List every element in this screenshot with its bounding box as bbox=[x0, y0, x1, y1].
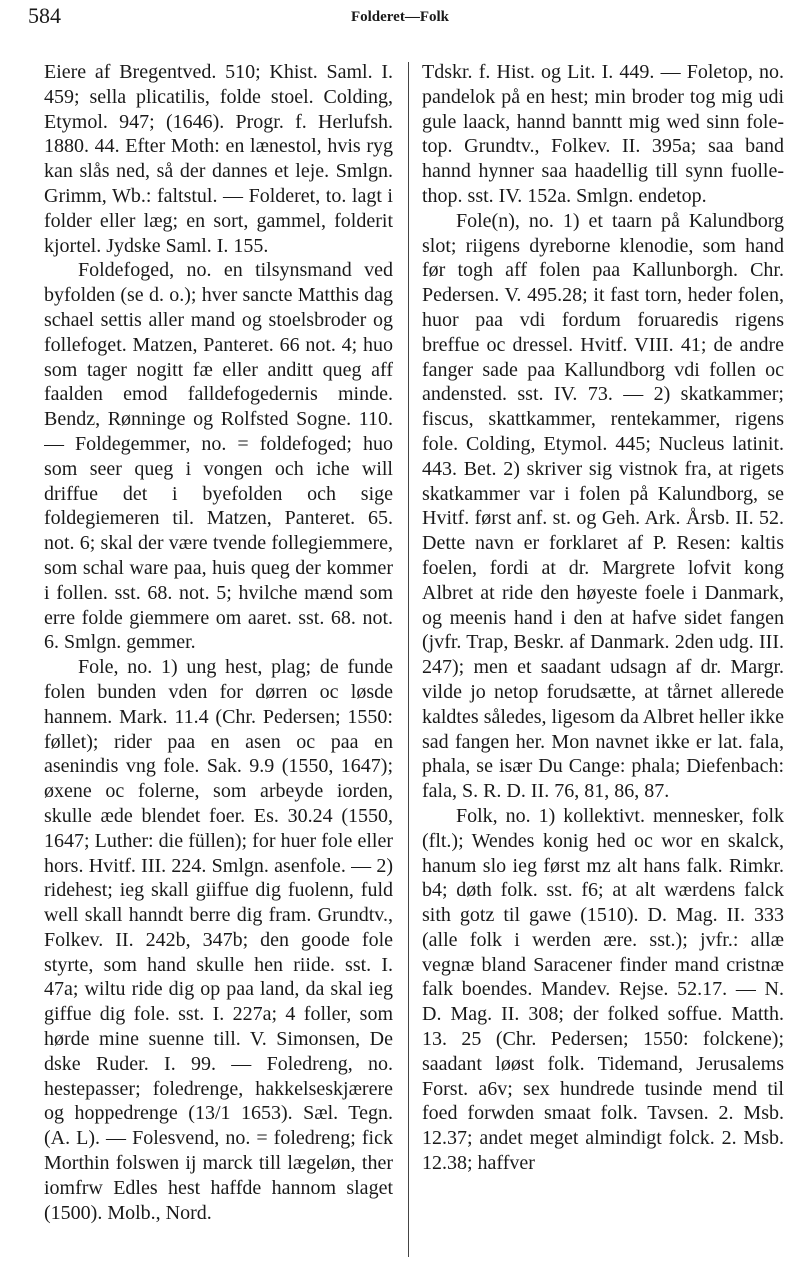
page-number: 584 bbox=[28, 3, 61, 28]
page-header bbox=[0, 0, 800, 40]
paragraph: Fole(n), no. 1) et taarn på Kalundborg slot; riigens dyreborne klenodie, som hand før togh aff folen paa Kallunborgh. Chr. Pedersen. V. 495.28; it fast torn, heder folen, huor paa vdi fordum foruaredis rigens breffue oc dressel. Hvitf. VIII. 41; de andre fanger sade paa Kallundborg vdi follen oc andensted. sst. IV. 73. — 2) skatkammer; fiscus, skattkammer, rentekammer, rigens fole. Colding, Etymol. 445; Nucleus latinit. 443. Bet. 2) skriver sig vistnok fra, at rigets skatkammer var i folen på Kalundborg, se Hvitf. først anf. st. og Geh. Ark. Årsb. II. 52. Dette navn er forklaret af P. Resen: kaltis foelen, fordi at dr. Margrete lofvit kong Albret at ride den høyeste foele i Danmark, og meenis hand i den at hafve sidet fangen (jvfr. Trap, Beskr. af Danmark. 2den udg. III. 247); men et saadant udsagn af dr. Margr. vilde jo netop forudsætte, at tårnet allerede kaldtes således, ligesom da Albret heller ikke sad fangen her. Mon navnet ikke er lat. fala, phala, se især Du Cange: phala; Diefenbach: fala, S. R. D. II. 76, 81, 86, 87. bbox=[422, 209, 784, 803]
column-divider bbox=[408, 62, 409, 1257]
paragraph: Tdskr. f. Hist. og Lit. I. 449. — Foletop, no. pandelok på en hest; min broder tog mig udi gule laack, hannd banntt mig wed sinn fole-top. Grundtv., Folkev. II. 395a; saa band hannd hynner saa haadellig till synn fuolle-thop. sst. IV. 152a. Smlgn. endetop. bbox=[422, 61, 784, 207]
left-column bbox=[44, 60, 393, 1260]
paragraph: Folk, no. 1) kollektivt. mennesker, folk (flt.); Wendes konig hed oc wor en skalck, hanum slo ieg først mz alt hans falk. Rimkr. b4; døth folk. sst. f6; at alt wærdens falck sith gotz til gawe (1510). D. Mag. II. 333 (alle folk i werden ære. sst.); jvfr.: allæ vegnæ bland Saracener finder mand cristnæ falk boendes. Mandev. Rejse. 52.17. — N. D. Mag. II. 308; der folked soffue. Matth. 13. 25 (Chr. Pedersen; 1550: folckene); saadant løøst folk. Tidemand, Jerusalems Forst. a6v; sex hundrede tusinde mend til foed forwden smaat folk. Tavsen. 2. Msb. 12.37; andet meget almindigt folck. 2. Msb. 12.38; haffver bbox=[422, 804, 784, 1175]
paragraph: Eiere af Bregentved. 510; Khist. Saml. I. 459; sella plicatilis, folde stoel. Colding, Etymol. 947; (1646). Progr. f. Herlufsh. 1880. 44. Efter Moth: en lænestol, hvis ryg kan slås ned, så der dannes et leje. Smlgn. Grimm, Wb.: faltstul. — Folderet, to. lagt i folder eller læg; en sort, gammel, folderit kjortel. Jydske Saml. I. 155. bbox=[44, 61, 393, 257]
paragraph: Fole, no. 1) ung hest, plag; de funde folen bunden vden for dørren oc løsde hannem. Mark. 11.4 (Chr. Pedersen; 1550: føllet); rider paa en asen oc paa en asenindis vng fole. Sak. 9.9 (1550, 1647); øxene oc folerne, som arbeyde iorden, skulle æde blendet foer. Es. 30.24 (1550, 1647; Luther: die füllen); for huer fole eller hors. Hvitf. III. 224. Smlgn. asenfole. — 2) ridehest; ieg skall giiffue dig fuolenn, fuld well skall hanndt berre dig fram. Grundtv., Folkev. II. 242b, 347b; den goode fole styrte, som hand skulle hen riide. sst. I. 47a; wiltu ride dig op paa land, da skal ieg giffue dig fole. sst. I. 227a; 4 foller, som hørde mine suenne till. V. Simonsen, De dske Ruder. I. 99. — Foledreng, no. hestepasser; foledrenge, hakkelseskjærere og hoppedrenge (13/1 1653). Sæl. Tegn. (A. L). — Folesvend, no. = foledreng; fick Morthin folswen ij marck till lægeløn, ther iomfrw Edles hest haffde hannom slaget (1500). Molb., Nord. bbox=[44, 656, 393, 1224]
running-head: Folderet—Folk bbox=[350, 9, 450, 25]
right-column bbox=[422, 60, 784, 1260]
paragraph: Foldefoged, no. en tilsynsmand ved byfolden (se d. o.); hver sancte Matthis dag schael settis aller mand og stoelsbroder og follefoget. Matzen, Panteret. 66 not. 4; huo som tager nogitt fæ eller anditt queg aff faalden emod falldefogedernis minde. Bendz, Rønninge og Rolfsted Sogne. 110. — Foldegemmer, no. = foldefoged; huo som seer queg i vongen och iche will driffue det i byefolden och sige foldegiemeren til. Matzen, Panteret. 65. not. 6; skal der være tvende follegiemmere, som schal ware paa, huis queg der kommer i follen. sst. 68. not. 5; hvilche mænd som erre folde giemmere om aaret. sst. 68. not. 6. Smlgn. gemmer. bbox=[44, 259, 393, 654]
